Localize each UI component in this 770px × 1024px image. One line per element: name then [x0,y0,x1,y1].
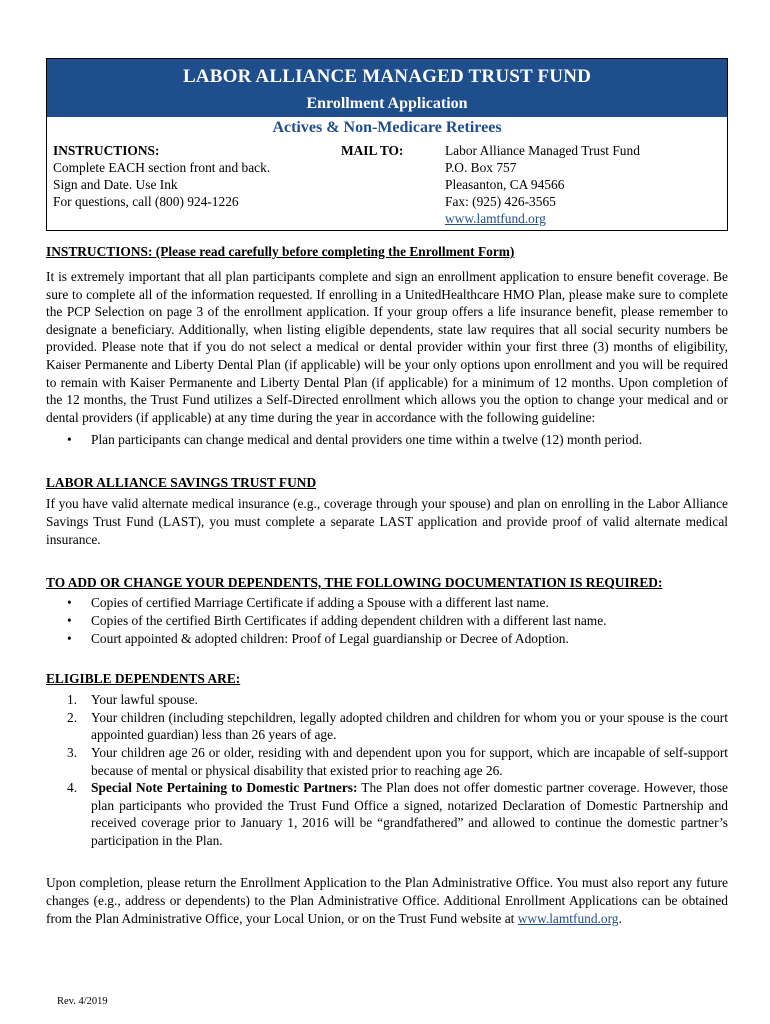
mail-to-label: MAIL TO: [341,143,404,158]
list-item [46,691,728,709]
list-item: • Copies of certified Marriage Certificate if adding a Spouse with a different last name. [46,594,728,612]
header-band [47,59,727,117]
header-info [47,138,727,230]
list-number: 4. [67,780,78,796]
document-page [46,58,728,927]
document-subtitle: Enrollment Application [306,95,468,112]
instructions-label: INSTRUCTIONS: [53,143,160,158]
instructions-line: Sign and Date. Use Ink [53,177,178,192]
list-number: 2. [67,709,78,725]
eligible-heading: ELIGIBLE DEPENDENTS ARE: [46,671,241,687]
list-item: • Court appointed & adopted children: Proof of Legal guardianship or Decree of Adoption. [46,630,728,648]
address-line: Labor Alliance Managed Trust Fund [445,143,640,158]
address-line: Fax: (925) 426-3565 [445,194,556,209]
revision-date: Rev. 4/2019 [57,996,108,1007]
instructions-heading: INSTRUCTIONS: (Please read carefully before completing the Enrollment Form) [46,244,515,259]
list-item: • Copies of the certified Birth Certificates if adding dependent children with a different last name. [46,612,728,630]
header-box [46,58,728,231]
documentation-list [46,594,728,648]
completion-end: . [618,910,622,926]
list-number: 3. [67,744,78,760]
domestic-partner-note-label: Special Note Pertaining to Domestic Partners: [91,780,358,796]
list-text: Your children (including stepchildren, legally adopted children and children for whom you or your spouse is the court appointed guardian) less than 26 years of age. [91,709,728,743]
guideline-list [46,431,728,449]
savings-heading: LABOR ALLIANCE SAVINGS TRUST FUND [46,475,317,491]
mail-address [445,142,721,227]
instructions-line: For questions, call (800) 924-1226 [53,194,239,209]
document-title: LABOR ALLIANCE MANAGED TRUST FUND [182,66,592,87]
website-link[interactable]: www.lamtfund.org [517,910,619,926]
list-number: 1. [67,692,78,708]
list-item [46,709,728,744]
list-item [46,744,728,779]
address-line: Pleasanton, CA 94566 [445,177,565,192]
completion-text: Upon completion, please return the Enrollment Application to the Plan Administrative Office. You must also report any future changes (e.g., address or dependents) to the Plan Administrative Office. Additional Enrollment Applications can be obtained from the Plan Administrative Office, your Local Union, or on the Trust Fund website at [46,875,728,926]
list-text: Your lawful spouse. [91,692,198,708]
list-text: Your children age 26 or older, residing with and dependent upon you for support, which are incapable of self-support because of mental or physical disability that existed prior to reaching age 26. [91,744,728,778]
list-item: • Plan participants can change medical and dental providers one time within a twelve (12) month period. [46,431,728,449]
savings-body: If you have valid alternate medical insurance (e.g., coverage through your spouse) and plan on enrolling in the Labor Alliance Savings Trust Fund (LAST), you must complete a separate LAST application and provide proof of valid alternate medical insurance. [46,496,728,547]
website-link[interactable]: www.lamtfund.org [445,211,546,226]
header-instructions [53,142,341,227]
list-text: The Plan does not offer domestic partner coverage. However, those plan participants who provided the Trust Fund Office a signed, notarized Declaration of Domestic Partnership and received coverage prior to January 1, 2016 will be “grandfathered” and allowed to continue the domestic partner’s participation in the Plan. [91,780,728,848]
list-item [46,779,728,849]
instructions-body: It is extremely important that all plan participants complete and sign an enrollment application to ensure benefit coverage. Be sure to complete all of the information requested. If enrolling in a UnitedHealthcare HMO Plan, please make sure to complete the PCP Selection on page 3 of the enrollment application. If your group offers a life insurance benefit, please remember to designate a beneficiary. Additionally, when listing eligible dependents, state law requires that all social security numbers be provided. Please note that if you do not select a medical or dental provider within your first three (3) months of eligibility, Kaiser Permanente and Liberty Dental Plan (if applicable) will be your only options upon enrollment and you will be required to remain with Kaiser Permanente and Liberty Dental Plan (if applicable) for a minimum of 12 months. Upon completion of the 12 months, the Trust Fund utilizes a Self-Directed enrollment which allows you the option to change your medical and or dental providers (if applicable) at any time during the year in accordance with the following guideline: [46,269,728,425]
address-line: P.O. Box 757 [445,160,517,175]
eligible-list [46,691,728,849]
documentation-heading: TO ADD OR CHANGE YOUR DEPENDENTS, THE FOLLOWING DOCUMENTATION IS REQUIRED: [46,575,663,591]
instructions-line: Complete EACH section front and back. [53,160,271,175]
completion-body [46,874,728,927]
document-subtitle-audience: Actives & Non-Medicare Retirees [47,117,727,138]
